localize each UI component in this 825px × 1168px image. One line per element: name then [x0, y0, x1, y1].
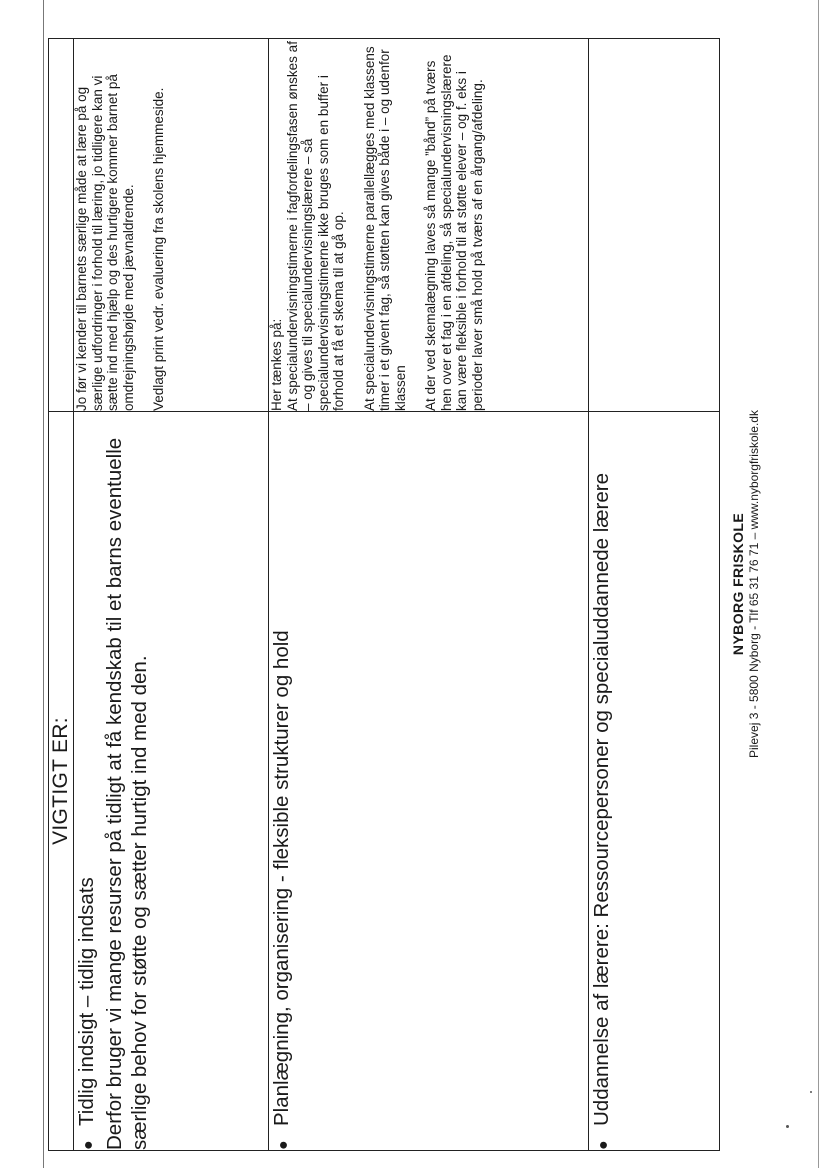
bullet-icon: ●	[275, 1140, 292, 1150]
topic-title: Tidlig indsigt – tidlig indsats	[75, 877, 98, 1126]
table-row	[269, 39, 589, 1151]
table-row	[74, 39, 269, 1151]
notes-cell	[589, 39, 720, 412]
table-header-row	[49, 39, 74, 1151]
notes-cell	[74, 39, 269, 412]
table-title: VIGTIGT ER:	[49, 412, 74, 1151]
note-paragraph: Her tænkes på: At specialundervisningstimerne i fagfordelingsfasen ønskes af – og gives til specialundervisningslærere – så specialundervisningstimerne ikke bruges som en buffer i forhold at få et skema til at gå op.	[269, 41, 346, 411]
note-paragraph: Jo før vi kender til barnets særlige måde at lære på og særlige udfordringer i forhold til læring, jo tidligere kan vi sætte ind med hjælp og des hurtigere kommer barnet på omdrejningshøjde med jævnaldrende.	[74, 74, 136, 411]
table-row	[589, 39, 720, 1151]
priorities-table	[48, 38, 720, 1151]
note-paragraph: At der ved skemalægning laves så mange ”bånd” på tværs hen over et fag i en afdeling, så specialundervisningslærere kan være fleksible i forhold til at støtte elever – og f. eks i perioder laver små hold på tværs af en årgang/afdeling.	[423, 54, 485, 411]
topic-title: Uddannelse af lærere: Ressourcepersoner og specialuddannede lærere	[590, 473, 613, 1126]
footer-contact: Pilevej 3 - 5800 Nyborg - Tlf 65 31 76 71 – www.nyborgfriskole.dk	[747, 410, 761, 758]
note-paragraph: At specialundervisningstimerne parallellægges med klassens timer i et givent fag, så støtten kan gives både i – og udenfor klassen	[361, 46, 408, 411]
topic-title: Planlægning, organisering - fleksible strukturer og hold	[270, 630, 293, 1126]
table-header-empty-cell	[49, 39, 74, 412]
scan-speck	[786, 1125, 789, 1128]
note-paragraph: Vedlagt print vedr. evaluering fra skolens hjemmeside.	[151, 87, 166, 411]
scan-edge-line	[818, 0, 819, 1168]
bullet-icon: ●	[595, 1140, 612, 1150]
scan-edge-line	[43, 0, 44, 1168]
bullet-icon: ●	[80, 1140, 97, 1150]
scan-speck	[810, 1091, 812, 1093]
topic-cell	[589, 412, 720, 1151]
topic-cell	[269, 412, 589, 1151]
topic-cell	[74, 412, 269, 1151]
topic-description: Derfor bruger vi mange resurser på tidligt at få kendskab til et barns eventuelle særlige behov for støtte og sætter hurtigt ind med den.	[103, 437, 151, 1150]
footer-school-name: NYBORG FRISKOLE	[730, 512, 746, 656]
notes-cell	[269, 39, 589, 412]
